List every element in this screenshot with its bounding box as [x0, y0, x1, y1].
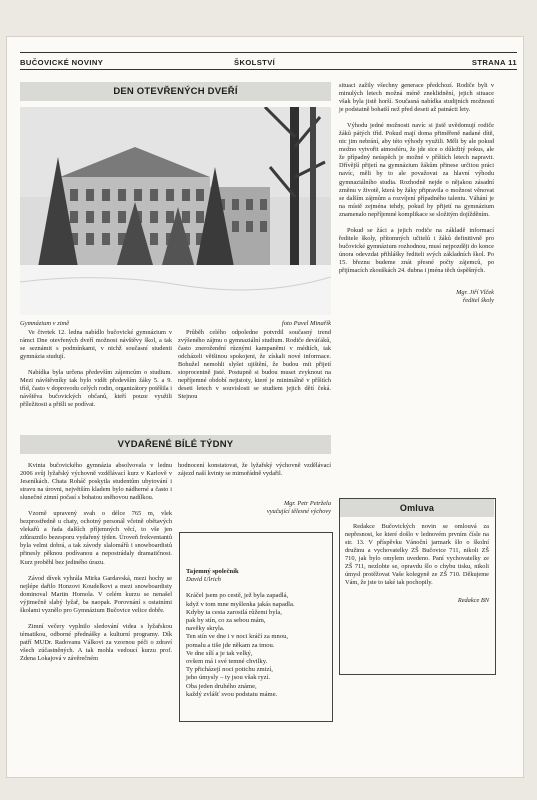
author-name: Mgr. Jiří Vlček: [456, 289, 494, 297]
header-rule-top: [20, 52, 517, 53]
article-column-2: [178, 462, 331, 516]
poem-line: když v tom mne myšlenka jakás napadla.: [186, 600, 295, 608]
header-newspaper-name: BUČOVICKÉ NOVINY: [20, 58, 104, 67]
article-column-3: [339, 82, 494, 305]
article-column-2: [178, 329, 331, 401]
poem-title: Tajemný společník: [186, 568, 239, 575]
poem-line: Ty přicházejí noci potichu zmizí,: [186, 666, 273, 674]
poem-author: David Ulrich: [186, 576, 221, 584]
paragraph: Výhodu jedné možnosti navíc si jistě uvědomují rodiče žáků pátých tříd. Pokud mají doma přiměřeně nadané dítě, nic jim nebrání, aby této výhody využili. Měli by ale pokud možno vytvořit atmosféru, že jde sice o důležitý pokus, ale že případný neúspěch je možné v příštích letech napravit. Dřívější přijetí na gymnázium žákům přinese určitou práci navíc, měli by to ale považovat za hlavní výhodu gymnaziálního studia. Rozhodně nejde o nějakou zásadní změnu v životě, která by žáky připravila o možnost věnovat se dalším zájmům a rozvíjení případného talentu. Váhání je na místě zejména tehdy, pokud by přijetí na gymnázium znamenalo nepříjemné komplikace se složitým dojížděním.: [339, 122, 494, 218]
poem-line: ovšem má i své temné chvilky.: [186, 658, 268, 666]
paragraph: Zimní večery vyplnilo sledování videa s lyžařskou tématikou, odborné přednášky a kulturní programy. Dík patří MUDr. Radovanu Válkovi za vzornou péči o zdraví všech zúčastněných. A tak mohla vedoucí kurzu prof. Zdena Lokajová v závěrečném: [20, 622, 172, 662]
notice-title: Omluva: [340, 499, 494, 517]
article-column-1: [20, 462, 172, 663]
author-role: vyučující tělesné výchovy: [266, 508, 331, 516]
poem-line: Ten stín ve dne i v noci kráčí za mnou,: [186, 633, 289, 641]
poem-line: Ve dne sílí a je tak velký,: [186, 649, 253, 657]
header-rule-bottom: [20, 69, 517, 70]
poem-line: Oba jeden druhého známe,: [186, 682, 257, 690]
poem-line: navěky skryla.: [186, 625, 225, 633]
article-column-1: [20, 329, 172, 409]
photo-caption: Gymnázium v zimě: [20, 320, 70, 327]
paragraph: Ve čtvrtek 12. ledna nabídlo bučovické gymnázium v rámci Dne otevřených dveří možnost návštěvy škol, a tak se seznámit s podmínkami, v nichž současní studenti gymnázia studují.: [20, 329, 172, 361]
notice-body: [345, 523, 489, 605]
poem-line: Kdyby ta cesta zarostlá růžemi byla,: [186, 608, 282, 616]
author-role: ředitel školy: [462, 297, 494, 305]
poem-line: pak by stín, co za sebou mám,: [186, 617, 266, 625]
poem-line: Kráčel jsem po cestě, jež byla zapadlá,: [186, 592, 289, 600]
paragraph: Průběh celého odpoledne potvrdil současný trend zvýšeného zájmu o gymnaziální studium. Rodiče deváťáků, často zneroženění různými kampaněmi v médiích, tak odcházeli většinou spokojeni, že získali nové informace. Bohužel nemohli slyšet ujištění, že budou mít přijetí stoprocentně jisté. Postupně si budou muset zvyknout na nepříjemné období nejistoty, které je minimálně v příštích deseti letech v souvislosti se studiem jejich dětí čeká. Stejnou: [178, 329, 331, 401]
poem-line: každý zvlášť svou podstatu máme.: [186, 690, 278, 698]
article-title: DEN OTEVŘENÝCH DVEŘÍ: [20, 82, 331, 101]
header-section: ŠKOLSTVÍ: [234, 58, 276, 67]
poem-line: jeho úmysly – ty jsou však ryzí.: [186, 674, 271, 682]
header-page-number: STRANA 11: [471, 58, 517, 67]
article-title: VYDAŘENÉ BÍLÉ TÝDNY: [20, 435, 331, 454]
paragraph: Pokud se žáci a jejich rodiče na základě informací ředitele školy, přítomných učitelů i žáků definitivně pro bučovické gymnázium rozhodnou, musí nejpozději do konce února odevzdat přihlášky řediteli svých základních škol. Po 15. březnu budeme znát přesné počty zájemců, po přijímacích zkouškách 24. dubna i jména těch úspěšných.: [339, 226, 494, 274]
school-photo: [20, 107, 331, 315]
author-name: Mgr. Petr Petržela: [283, 500, 331, 508]
paragraph: Nabídka byla určena především zájemcům o studium. Mezi návštěvníky tak bylo vidět především žáky 5. a 9. tříd, často v doprovodu celých rodin, organizátory potěšila i návštěva bučovických občanů, kteří pouze využili příležitosti a přišli se podívat.: [20, 369, 172, 409]
poem: [186, 568, 330, 699]
paragraph: Vzorně upravený svah o délce 765 m, vlek bezprostředně u chaty, ochotný personál včetně obětavých vlekařů a řada dalších příjemných věcí, to vše jen zdůraznilo bezesporu vydařený týden. Úroveň frekventantů byla velmi dobrá, a tak závody slalomářů i snowboardistů přinesly pěknou podívanou a nepostrádaly dramatičnost. Kurz proběhl bez jediného úrazu.: [20, 510, 172, 566]
notice-text: Redakce Bučovických novin se omlouvá za nepřesnost, ke které došlo v lednovém prvním čísle na str. 13. V příspěvku Vánoční jarmark šlo o školní družinu a vychovatelky ZŠ Bučovice 711, nikoli ZŠ 710, jak bylo omylem uvedeno. Paní vychovatelky ze ZŠ 711, nezlobte se, opravdu šlo o chybu tisku, nikoli úmysl protěžovat Vaše kolegyně ze ZŠ 710. Děkujeme Vám, že jste to také tak pochopily.: [345, 523, 489, 587]
paragraph: Závod dívek vyhrála Mirka Gardavská, mezi hochy se nejlépe dařilo Honzovi Koudelkovi a mezi snowboardisty dominoval Martin Homola. V celém kurzu se nenašel výjimečně slabý lyžař, ba naopak. Porovnání s ostatními školami vyznělo pro Gymnázium Bučovice velice dobře.: [20, 574, 172, 614]
photo-credit: foto Pavel Minařík: [281, 320, 331, 327]
notice-signature: Redakce BN: [457, 597, 489, 605]
poem-line: pomalu a tiše jde někam za tmou.: [186, 641, 275, 649]
paragraph: hodnocení konstatovat, že lyžařský výchovně vzdělávací zájezd naší kvinty se mimořádně vydařil.: [178, 462, 331, 478]
paragraph: situaci zažily všechny generace předchozí. Rodiče byli v minulých letech možná méně zneklidnění, jejich situace však byla jistě horší. Současná nabídka studijních možností je podstatně bohatší než před deseti až patnácti lety.: [339, 82, 494, 114]
paragraph: Kvinta bučovického gymnázia absolvovala v lednu 2006 svůj lyžařský výchovně vzdělávací kurz v Karlově v Jeseníkách. Chata Roháč poskytla studentům ubytování i stravu na úrovni, největším kladem bylo nádherné a často i slunečné zimní počasí s bohatou sněhovou nadílkou.: [20, 462, 172, 502]
